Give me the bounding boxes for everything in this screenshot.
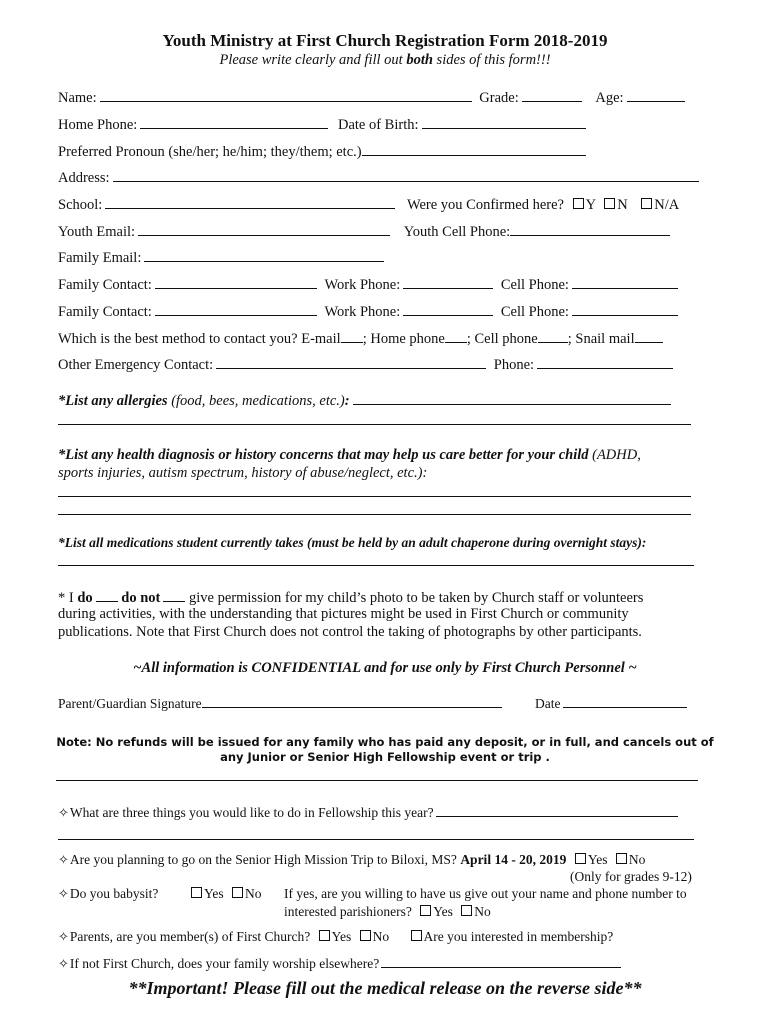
subtitle-text: Please write clearly and fill out — [219, 52, 407, 68]
refund-note-2: any Junior or Senior High Fellowship event or trip . — [220, 750, 550, 764]
allergies-row — [58, 391, 671, 410]
babysit-no-label: No — [245, 886, 262, 901]
interested-checkbox[interactable] — [411, 930, 422, 941]
dob-field[interactable] — [422, 115, 586, 129]
school-label: School: — [58, 197, 103, 213]
mission-no-label: No — [628, 852, 646, 867]
form-title: Youth Ministry at First Church Registration Form 2018-2019 — [162, 31, 608, 50]
section-divider — [56, 780, 698, 781]
babysit-options — [186, 886, 262, 902]
photo-line-2: during activities, with the understanding that pictures might be used in First Church or community — [58, 606, 629, 622]
health-hint-1: (ADHD, — [588, 447, 641, 463]
photo-line-1 — [58, 588, 643, 607]
allergies-field[interactable] — [353, 391, 671, 405]
mission-no-checkbox[interactable] — [616, 853, 627, 864]
three-things-line-2[interactable] — [58, 839, 694, 840]
name-row — [58, 88, 685, 107]
address-label: Address: — [58, 170, 110, 186]
address-field[interactable] — [113, 168, 699, 182]
grade-label: Grade: — [479, 90, 519, 106]
interested-label: Are you interested in membership? — [423, 929, 614, 944]
cell-phone-field[interactable] — [572, 275, 678, 289]
confirmed-yes-label: Y — [585, 197, 596, 213]
share-yes-label: Yes — [433, 904, 453, 919]
allergies-colon: : — [344, 393, 350, 409]
date-field[interactable] — [563, 694, 687, 708]
footer-important: **Important! Please fill out the medical release on the reverse side** — [128, 978, 642, 998]
subtitle-text-end: sides of this form!!! — [432, 52, 551, 68]
photo-do-field[interactable] — [96, 588, 118, 602]
emergency-phone-field[interactable] — [537, 355, 673, 369]
work-phone-field[interactable] — [403, 275, 493, 289]
photo-do-not-field[interactable] — [163, 588, 185, 602]
subtitle-bold: both — [406, 52, 433, 68]
emergency-label: Other Emergency Contact: — [58, 357, 214, 373]
members-no-label: No — [372, 929, 390, 944]
medications-line[interactable] — [58, 565, 694, 566]
mission-label: Are you planning to go on the Senior High Mission Trip to Biloxi, MS? — [69, 852, 457, 867]
refund-note-1: Note: No refunds will be issued for any family who has paid any deposit, or in full, and cancels out of — [56, 735, 714, 749]
cell-phone-field[interactable] — [572, 302, 678, 316]
age-field[interactable] — [627, 88, 685, 102]
health-line-2[interactable] — [58, 514, 691, 515]
health-hint-2: sports injuries, autism spectrum, history of abuse/neglect, etc.): — [58, 465, 428, 481]
confirmed-na-label: N/A — [654, 197, 680, 213]
family-contact-field[interactable] — [155, 302, 317, 316]
contact-home-field[interactable] — [445, 329, 467, 343]
contact-snail-label: ; Snail mail — [567, 331, 635, 347]
form-subtitle — [0, 52, 770, 69]
health-label: *List any health diagnosis or history concerns that may help us care better for your child — [58, 447, 589, 463]
allergies-label: *List any allergies — [58, 393, 168, 409]
confirmed-yes-checkbox[interactable] — [573, 198, 584, 209]
name-field[interactable] — [100, 88, 472, 102]
family-contact-field[interactable] — [155, 275, 317, 289]
worship-field[interactable] — [381, 954, 621, 968]
contact-email-field[interactable] — [341, 329, 363, 343]
contact-method-label: Which is the best method to contact you? E-mail — [58, 331, 341, 347]
allergies-line-2[interactable] — [58, 424, 691, 425]
family-email-field[interactable] — [144, 248, 384, 262]
allergies-hint: (food, bees, medications, etc.) — [167, 393, 345, 409]
signature-row — [58, 694, 687, 712]
cell-phone-label: Cell Phone: — [500, 277, 569, 293]
signature-field[interactable] — [202, 694, 502, 708]
mission-dates: April 14 - 20, 2019 — [460, 852, 567, 867]
worship-label: If not First Church, does your family worship elsewhere? — [69, 956, 380, 971]
youth-contact-row — [58, 222, 670, 241]
babysit-followup-2 — [284, 904, 491, 920]
members-row — [58, 929, 613, 945]
members-yes-label: Yes — [331, 929, 352, 944]
work-phone-field[interactable] — [403, 302, 493, 316]
members-yes-checkbox[interactable] — [319, 930, 330, 941]
family-contact-row-2 — [58, 302, 678, 321]
school-row — [58, 195, 679, 214]
confirmed-label: Were you Confirmed here? — [406, 197, 564, 213]
emergency-row — [58, 355, 673, 374]
contact-cell-label: ; Cell phone — [466, 331, 538, 347]
family-contact-label: Family Contact: — [58, 277, 152, 293]
photo-do-not-label: do not — [121, 590, 161, 606]
pronoun-row — [58, 142, 586, 161]
sparkle-icon: ✧ — [58, 852, 69, 867]
photo-line-3: publications. Note that First Church does not control the taking of photographs by other participants. — [58, 624, 642, 640]
pronoun-label: Preferred Pronoun (she/her; he/him; they/them; etc.) — [58, 144, 362, 160]
youth-email-field[interactable] — [138, 222, 390, 236]
medications-label: *List all medications student currently takes (must be held by an adult chaperone during overnight stays): — [58, 535, 647, 550]
babysit-followup-1: If yes, are you willing to have us give out your name and phone number to — [284, 886, 687, 901]
health-line-1[interactable] — [58, 496, 691, 497]
family-email-row — [58, 248, 384, 267]
sparkle-icon: ✧ — [58, 805, 69, 820]
contact-snail-field[interactable] — [635, 329, 663, 343]
babysit-row — [58, 886, 158, 902]
youth-email-label: Youth Email: — [58, 224, 136, 240]
photo-text-start: * I — [58, 590, 78, 606]
emergency-phone-label: Phone: — [493, 357, 535, 373]
family-email-label: Family Email: — [58, 250, 142, 266]
confidential-notice: ~All information is CONFIDENTIAL and for use only by First Church Personnel ~ — [133, 660, 637, 676]
work-phone-label: Work Phone: — [324, 277, 401, 293]
date-label: Date — [534, 696, 561, 711]
sparkle-icon: ✧ — [58, 956, 69, 971]
mission-yes-label: Yes — [587, 852, 608, 867]
babysit-no-checkbox[interactable] — [232, 887, 243, 898]
three-things-label: What are three things you would like to do in Fellowship this year? — [69, 805, 434, 820]
members-no-checkbox[interactable] — [360, 930, 371, 941]
name-label: Name: — [58, 90, 97, 106]
pronoun-field[interactable] — [362, 142, 586, 156]
home-phone-field[interactable] — [140, 115, 328, 129]
photo-text-end: give permission for my child’s photo to be taken by Church staff or volunteers — [185, 590, 644, 606]
three-things-row — [58, 803, 678, 821]
babysit-yes-checkbox[interactable] — [191, 887, 202, 898]
members-label: Parents, are you member(s) of First Church? — [69, 929, 311, 944]
three-things-field[interactable] — [436, 803, 678, 817]
sparkle-icon: ✧ — [58, 929, 69, 944]
confirmed-na-checkbox[interactable] — [641, 198, 652, 209]
youth-cell-field[interactable] — [510, 222, 670, 236]
share-yes-checkbox[interactable] — [420, 905, 431, 916]
family-contact-row-1 — [58, 275, 678, 294]
address-row — [58, 168, 699, 187]
parishioners-label: interested parishioners? — [284, 904, 412, 919]
grade-field[interactable] — [522, 88, 582, 102]
sparkle-icon: ✧ — [58, 886, 69, 901]
contact-home-label: ; Home phone — [362, 331, 445, 347]
mission-yes-checkbox[interactable] — [575, 853, 586, 864]
confirmed-no-checkbox[interactable] — [604, 198, 615, 209]
dob-label: Date of Birth: — [337, 117, 419, 133]
contact-method-row — [58, 329, 663, 348]
health-label-row — [58, 447, 641, 464]
grades-note: (Only for grades 9-12) — [570, 869, 692, 884]
cell-phone-label: Cell Phone: — [500, 304, 569, 320]
signature-label: Parent/Guardian Signature — [58, 696, 202, 711]
work-phone-label: Work Phone: — [324, 304, 401, 320]
phone-row — [58, 115, 586, 134]
share-no-label: No — [474, 904, 491, 919]
mission-row — [58, 852, 645, 868]
youth-cell-label: Youth Cell Phone: — [403, 224, 511, 240]
emergency-field[interactable] — [216, 355, 486, 369]
babysit-yes-label: Yes — [204, 886, 224, 901]
school-field[interactable] — [105, 195, 395, 209]
confirmed-no-label: N — [617, 197, 628, 213]
share-no-checkbox[interactable] — [461, 905, 472, 916]
family-contact-label: Family Contact: — [58, 304, 152, 320]
contact-cell-field[interactable] — [538, 329, 568, 343]
age-label: Age: — [595, 90, 624, 106]
home-phone-label: Home Phone: — [58, 117, 138, 133]
babysit-label: Do you babysit? — [69, 886, 159, 901]
photo-do-label: do — [77, 590, 93, 606]
worship-row — [58, 954, 621, 972]
